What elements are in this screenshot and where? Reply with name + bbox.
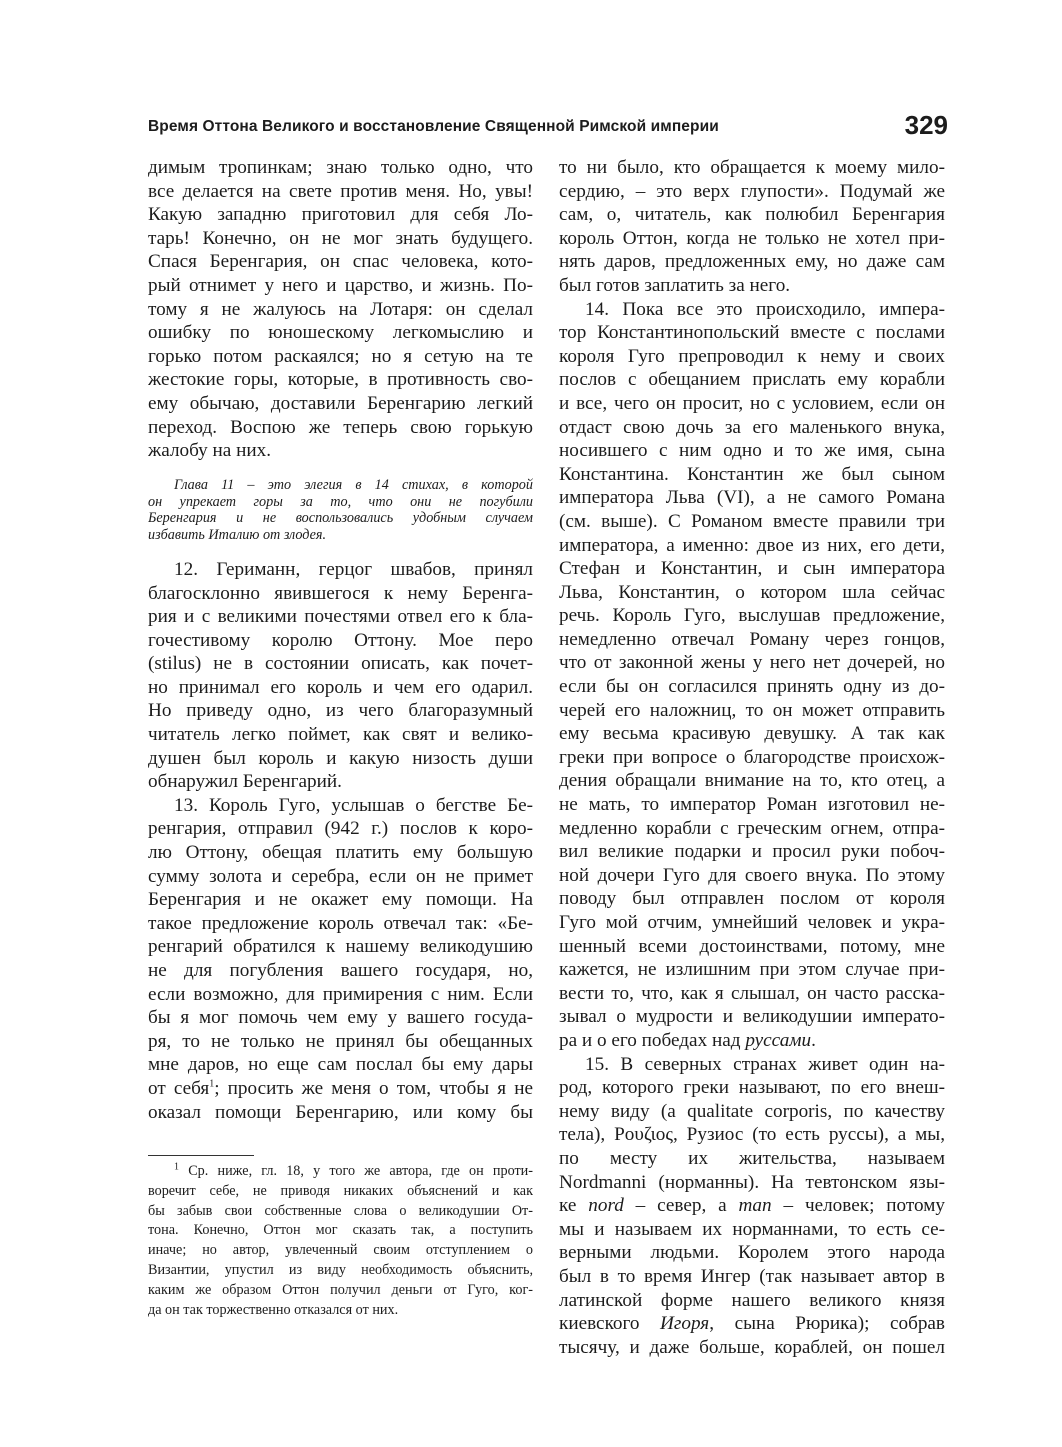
right-column	[559, 156, 945, 1359]
text-line: тела), Ρουζιος, Рузиос (то есть руссы), а мы,	[559, 1124, 945, 1146]
footnote-line: бы забыв свои собственные слова о великодушии От-	[148, 1202, 533, 1219]
text-line: рия и с великими почестями отвел его к бла-	[148, 606, 533, 628]
footnote-line: да он так торжественно отказался от них.	[148, 1301, 399, 1318]
text-line: был готов заплатить за него.	[559, 274, 791, 296]
text-line: 12. Гериманн, герцог швабов, принял	[174, 558, 533, 580]
text-line: послов с обещанием прислать ему корабли	[559, 369, 945, 391]
running-title: Время Оттона Великого и восстановление Священной Римской империи	[148, 118, 719, 135]
text-line: сердию, – это верх глупости». Подумай же	[559, 180, 945, 202]
text-line: Стефан и Константин, и сын императора	[559, 558, 945, 580]
text-line: род, которого греки называют, по его внеш-	[559, 1077, 945, 1099]
text-line: если возможно, для примирения с ним. Если	[148, 983, 533, 1005]
paragraph-15	[559, 1053, 945, 1360]
text-line: Льва, Константин, о котором шла сейчас	[559, 581, 945, 603]
text-line: императора Льва (VI), а не самого Романа	[559, 487, 945, 509]
text-line: черей его наложниц, то он может отправить	[559, 699, 945, 721]
note-line: избавить Италию от злодея.	[148, 527, 327, 544]
text-line-with-footnote-ref	[148, 1077, 533, 1101]
page-number: 329	[904, 110, 948, 140]
text-line: Гуго мой отчим, умнейший человек и укра-	[559, 912, 945, 933]
note-line: Беренгария и не воспользовались удобным случаем	[148, 510, 533, 527]
italic-term: nord	[588, 1195, 624, 1217]
text-line: императора, а именно: двое из них, его дети,	[559, 534, 945, 556]
text-line: не для погубления вашего государя, но,	[148, 960, 533, 981]
footnote-line: тона. Конечно, Оттон мог сказать так, а поступить	[148, 1222, 533, 1239]
text-line: мне даров, но еще сам послал бы ему дары	[148, 1054, 533, 1076]
text-fragment: Ср. ниже, гл. 18, у того же автора, где он проти-	[188, 1163, 533, 1179]
footnote-line: Византии, упустил из виду необходимость объяснить,	[148, 1261, 533, 1278]
paragraph-14	[559, 298, 945, 1053]
text-line: ренгария, отправил (942 г.) послов к коро-	[148, 818, 533, 840]
footnote-line: иначе; но автор, увлеченный своим отступлением о	[148, 1242, 533, 1259]
text-line: обнаружил Беренгарий.	[148, 771, 342, 793]
text-line: шенный всеми достоинствами, потому, мне	[559, 935, 945, 957]
paragraph-continuation	[148, 156, 533, 463]
footnote-line: воречит себе, не приводя никаких объяснений и как	[148, 1182, 533, 1199]
text-line: 14. Пока все это происходило, импера-	[585, 298, 945, 320]
text-line: жалобу на них.	[148, 440, 272, 462]
text-line: то ни было, кто обращается к моему мило-	[559, 157, 945, 178]
text-fragment: – человек; потому	[771, 1195, 945, 1217]
text-line: ему обычаю, доставили Беренгарию легкий	[148, 392, 533, 414]
text-line: носившего с ним одно и то же имя, сына	[559, 440, 945, 462]
text-line: благосклонно явившегося к нему Беренга-	[148, 582, 533, 604]
text-line: гочестивому королю Оттону. Мое перо	[148, 629, 533, 651]
text-line: сам, о, читатель, как полюбил Беренгария	[559, 204, 945, 226]
text-line: Константина. Константин же был сыном	[559, 463, 945, 485]
footnote-marker: 1	[174, 1162, 179, 1173]
left-column	[148, 156, 533, 1124]
text-line: короля Гуго препроводил к нему и своих	[559, 345, 945, 367]
text-line: 13. Король Гуго, услышав о бегстве Бе-	[174, 794, 533, 816]
text-line: Но приведу одно, из чего благоразумный	[148, 700, 533, 722]
text-line: 15. В северных странах живет один на-	[585, 1053, 945, 1075]
text-line: немедленно отвечал Роману через гонцов,	[559, 628, 945, 650]
text-fragment: ке	[559, 1195, 589, 1217]
text-fragment: , сына Рюрика); собрав	[709, 1313, 945, 1335]
text-line: рый отнимет у него и царство, и жизнь. По-	[148, 274, 533, 296]
text-line: жестокие горы, которые, в противность сво-	[148, 369, 533, 391]
note-line: Глава 11 – это элегия в 14 стихах, в которой	[174, 476, 533, 493]
footnote-reference[interactable]: 1	[209, 1078, 215, 1090]
text-fragment: – север, а	[623, 1195, 739, 1217]
text-line: (см. выше). С Романом вместе правили три	[559, 510, 945, 532]
text-line: тысячу, и даже больше, кораблей, он пошел	[559, 1336, 945, 1358]
paragraph-12	[148, 558, 533, 794]
footnote	[148, 1162, 533, 1320]
text-line: медленно корабли с греческим огнем, отпра-	[559, 817, 945, 839]
text-line: греки при вопросе о благородстве происхож-	[559, 746, 945, 768]
text-line: Какую западню приготовил для себя Ло-	[148, 204, 533, 226]
text-line: Беренгария и не окажет ему помощи. На	[148, 889, 533, 911]
text-line: переход. Воспою же теперь свою горькую	[148, 416, 533, 438]
text-line: поводу был отправлен послом от короля	[559, 888, 945, 910]
running-header	[148, 108, 948, 148]
text-line: ему весьма красивую девушку. А так как	[559, 723, 945, 745]
text-line: димым тропинкам; знаю только одно, что	[148, 157, 533, 178]
text-line: ной дочери Гуго для своего внука. По этому	[559, 864, 945, 886]
text-line: тор Константинопольский вместе с послами	[559, 322, 945, 344]
text-line: оказал помощи Беренгарию, или кому бы	[148, 1101, 533, 1123]
text-line: тарь! Конечно, он не мог знать будущего.	[148, 227, 533, 249]
text-line: сумму золота и серебра, если он не примет	[148, 865, 533, 887]
text-line: читатель легко поймет, как свят и велико-	[148, 724, 533, 746]
text-line: тому я не жалуюсь на Лотаря: он сделал	[148, 298, 533, 320]
text-line: лю Оттону, обещая платить ему большую	[148, 842, 533, 864]
text-line: но принимал его король и чем его одарил.	[148, 676, 533, 698]
text-line: и все, чего он просит, но с условием, если он	[559, 392, 945, 414]
text-line: вил великие подарки и просил руки побоч-	[559, 841, 945, 863]
text-line: верными людьми. Королем этого народа	[559, 1242, 945, 1264]
text-line: зывал о мудрости и великодушии императо-	[559, 1006, 945, 1028]
text-line: мы и называем их норманнами, то есть се-	[559, 1218, 945, 1240]
text-line: Nordmanni (норманны). На тевтонском язы-	[559, 1171, 945, 1193]
text-line: латинской форме нашего великого князя	[559, 1289, 945, 1311]
footnote-line	[148, 1162, 533, 1182]
text-line: кажется, не излишним при этом случае при-	[559, 959, 945, 981]
text-line: все делается на свете против меня. Но, увы!	[148, 180, 533, 202]
paragraph-13	[148, 794, 533, 1124]
text-fragment: киевского	[559, 1313, 661, 1335]
note-line: он упрекает горы за то, что они не погубили	[148, 493, 533, 510]
text-line: ря, то не только не принял бы обещанных	[148, 1030, 533, 1052]
italic-term: руссами	[745, 1029, 812, 1051]
italic-term: Игоря	[660, 1313, 710, 1335]
text-line: ренгарий обратился к нашему великодушию	[148, 936, 533, 958]
text-line: нять даров, предложенных ему, но даже сам	[559, 251, 945, 273]
text-line: ошибку по юношескому легкомыслию и	[148, 322, 533, 344]
text-line: не мать, то император Роман изготовил не-	[559, 794, 945, 816]
text-fragment: ра и о его победах над	[559, 1029, 746, 1051]
italic-term: man	[738, 1195, 772, 1217]
text-line: вести то, что, как я слышал, он часто расска-	[559, 982, 945, 1004]
text-line	[559, 1312, 945, 1336]
footnote-line: каким же образом Оттон получил деньги от Гуго, ког-	[148, 1281, 533, 1298]
text-line	[559, 1029, 945, 1053]
text-line: Спася Беренгария, он спас человека, кото-	[148, 251, 533, 273]
text-line: отдаст свою дочь за его маленького внука,	[559, 416, 945, 438]
text-line: речь. Король Гуго, выслушав предложение,	[559, 605, 945, 627]
text-line	[559, 1194, 945, 1218]
text-fragment: .	[811, 1029, 816, 1051]
text-line: горько потом раскаялся; но я сетую на те	[148, 345, 533, 367]
text-line: если бы он согласился принять одну из до-	[559, 676, 945, 698]
text-line: король Оттон, когда не только не хотел при-	[559, 227, 945, 249]
text-line: такое предложение король отвечал так: «Бе-	[148, 912, 533, 934]
text-line: по месту их жительства, называем	[559, 1147, 945, 1169]
text-line: дения обращали внимание на то, кто отец, а	[559, 770, 945, 792]
text-line: был в то время Ингер (так называет автор в	[559, 1265, 945, 1287]
text-line: нему виду (a qualitate corporis, по качеству	[559, 1100, 945, 1122]
text-fragment: от себя	[148, 1077, 210, 1099]
editor-note	[148, 477, 533, 544]
text-line: (stilus) не в состоянии описать, как почет-	[148, 653, 533, 675]
footnote-separator	[148, 1155, 254, 1156]
text-fragment: ; просить же меня о том, чтобы я не	[214, 1077, 533, 1099]
text-line: душен был король и какую низость души	[148, 747, 533, 769]
text-line: что от законной жены у него нет дочерей, но	[559, 652, 945, 674]
paragraph-13-continuation	[559, 156, 945, 298]
text-line: бы я мог помочь чем ему у вашего госуда-	[148, 1007, 533, 1029]
